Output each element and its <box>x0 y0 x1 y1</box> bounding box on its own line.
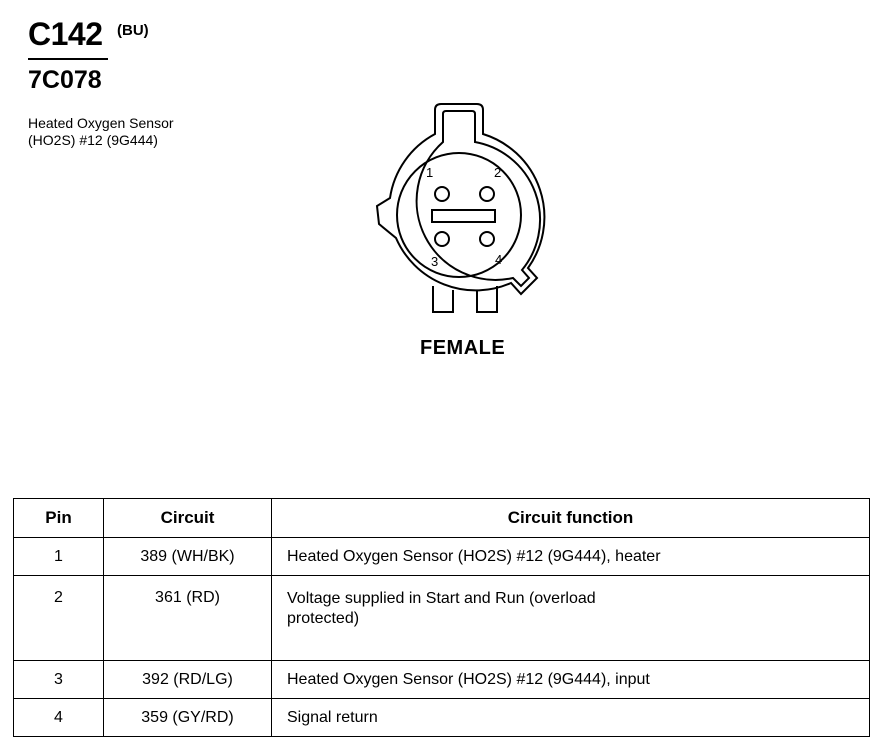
pin-label-4: 4 <box>495 252 503 267</box>
function-line: protected) <box>287 610 360 627</box>
connector-face-diagram <box>365 98 555 323</box>
cell-pin: 4 <box>14 699 104 737</box>
cell-function <box>272 661 870 699</box>
pin-label-3: 3 <box>431 254 439 269</box>
function-line: Heated Oxygen Sensor (HO2S) #12 (9G444), input <box>287 670 650 688</box>
header-circuit: Circuit <box>104 499 272 538</box>
table-row <box>14 699 870 737</box>
connector-description <box>28 115 174 149</box>
key-bar <box>432 210 495 222</box>
cell-function <box>272 538 870 576</box>
pin-socket-4 <box>480 232 494 246</box>
function-line: Heated Oxygen Sensor (HO2S) #12 (9G444), heater <box>287 547 661 565</box>
pin-label-2: 2 <box>494 165 502 180</box>
function-line: Voltage supplied in Start and Run (overload <box>287 590 596 607</box>
cell-circuit: 392 (RD/LG) <box>104 661 272 699</box>
pin-table <box>13 498 870 737</box>
description-line-2: (HO2S) #12 (9G444) <box>28 132 158 148</box>
function-line: Signal return <box>287 708 378 726</box>
header-circuit-function: Circuit function <box>272 499 870 538</box>
connector-code: C142 <box>28 16 103 52</box>
description-line-1: Heated Oxygen Sensor <box>28 115 174 131</box>
cell-pin: 1 <box>14 538 104 576</box>
connector-color-code: (BU) <box>117 22 149 39</box>
cell-pin: 3 <box>14 661 104 699</box>
cell-function <box>272 699 870 737</box>
pin-face-circle <box>397 153 521 277</box>
table-row <box>14 538 870 576</box>
pin-socket-3 <box>435 232 449 246</box>
cell-circuit: 361 (RD) <box>104 576 272 661</box>
cell-pin: 2 <box>14 576 104 661</box>
pin-socket-1 <box>435 187 449 201</box>
cell-circuit: 359 (GY/RD) <box>104 699 272 737</box>
table-header-row <box>14 499 870 538</box>
pin-label-1: 1 <box>426 165 434 180</box>
cell-circuit: 389 (WH/BK) <box>104 538 272 576</box>
table-row <box>14 576 870 661</box>
header-pin: Pin <box>14 499 104 538</box>
pin-socket-2 <box>480 187 494 201</box>
title-underline <box>28 58 108 60</box>
connector-gender-label: FEMALE <box>420 337 506 359</box>
cell-function <box>272 576 870 661</box>
latch-tab-left <box>433 286 453 312</box>
table-row <box>14 661 870 699</box>
part-number: 7C078 <box>28 66 102 94</box>
